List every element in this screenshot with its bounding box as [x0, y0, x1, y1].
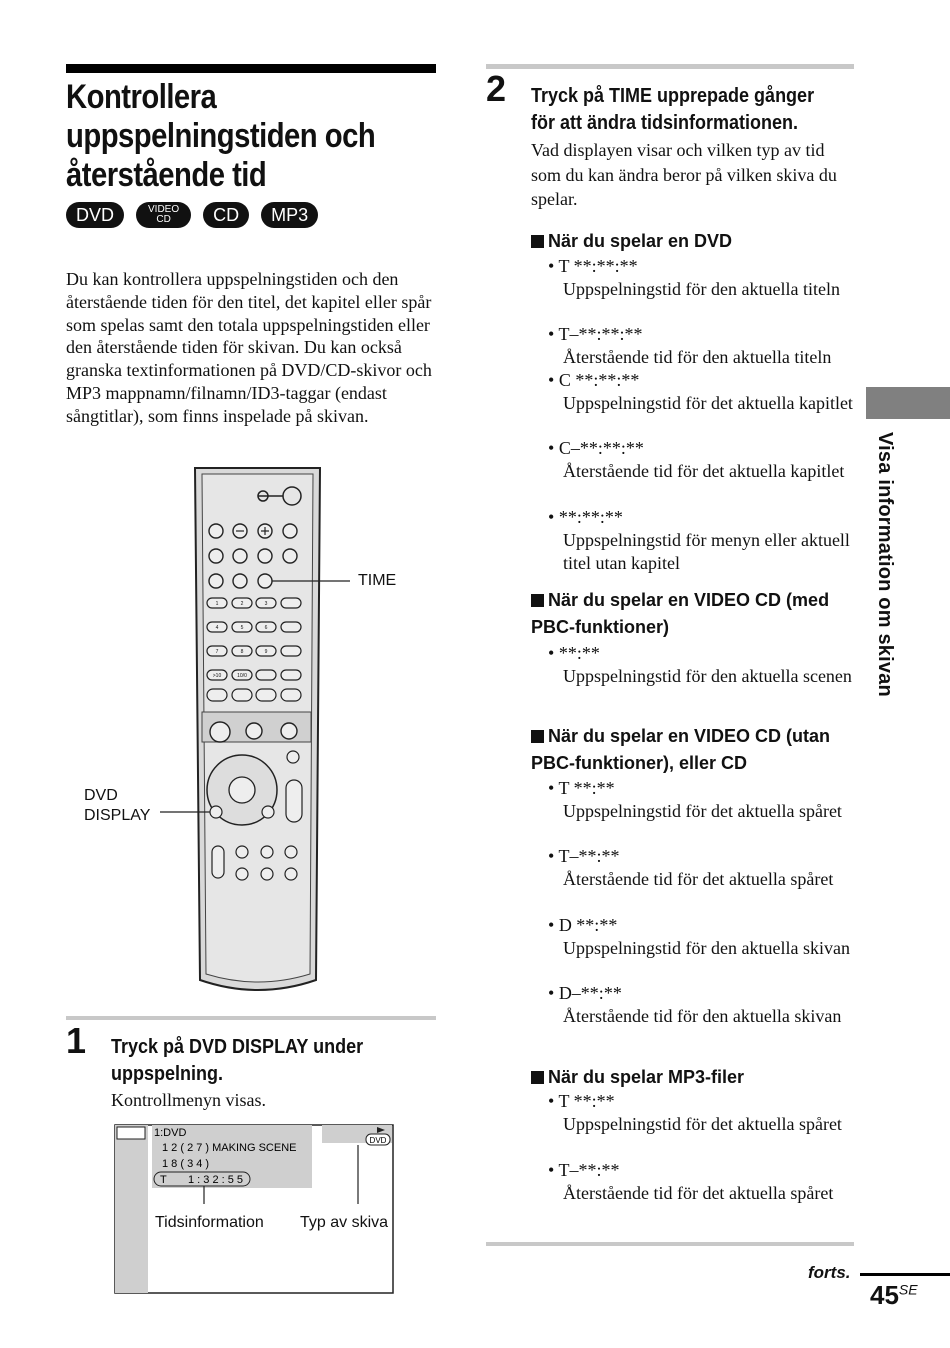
control-menu-illustration [114, 1124, 394, 1294]
step-2-rule [486, 64, 854, 69]
continued-label: forts. [808, 1263, 851, 1282]
remote-label-dvd-display-line-2: DISPLAY [84, 807, 151, 824]
list-item [548, 369, 858, 415]
time-code: • C–**:**:** [548, 437, 858, 460]
badge-dvd: DVD [66, 202, 124, 228]
screen-line-2: 1 2 ( 2 7 ) MAKING SCENE [162, 1142, 297, 1154]
time-description: Återstående tid för det aktuella spåret [563, 1183, 834, 1203]
title-line-2: uppspelningstiden och [66, 117, 376, 155]
step-1-body: Kontrollmenyn visas. [111, 1090, 266, 1110]
list-item [548, 323, 858, 369]
time-description: Återstående tid för det aktuella kapitlet [563, 461, 845, 481]
time-description: Återstående tid för den aktuella titeln [563, 347, 832, 367]
section-heading-vcd-cd [531, 723, 861, 777]
list-item [548, 777, 858, 823]
list-item [548, 1090, 858, 1136]
time-code: • D **:** [548, 914, 858, 937]
page-title [66, 78, 436, 195]
step-1-heading: Tryck på DVD DISPLAY under uppspelning. [111, 1036, 364, 1085]
page-number [870, 1280, 918, 1311]
list-item [548, 437, 858, 483]
section-heading-mp3-text: När du spelar MP3-filer [548, 1067, 745, 1087]
label-disc-type: Typ av skiva [300, 1214, 389, 1231]
section-heading-dvd [531, 228, 861, 255]
list-item [548, 506, 858, 575]
time-code: • T **:** [548, 1090, 858, 1113]
intro-paragraph: Du kan kontrollera uppspelningstiden och den återstående tiden för den titel, det kapitel eller spår som spelas samt den totala uppspelningstiden eller den återstående tiden för skivan. Du kan också granska textinformationen på DVD/CD-skivor och MP3 mappnamn/filnamn/ID3-taggar (endast sångtitlar), som finns inspelade på skivan. [66, 269, 432, 426]
badge-mp3: MP3 [261, 202, 318, 228]
screen-line-1: 1:DVD [154, 1127, 187, 1139]
time-description: Uppspelningstid för det aktuella spåret [563, 801, 842, 821]
svg-text:8: 8 [240, 649, 244, 655]
list-item [548, 845, 858, 891]
title-line-1: Kontrollera [66, 78, 217, 116]
screen-disc-type: DVD [369, 1136, 387, 1145]
time-code: • T–**:** [548, 1159, 858, 1182]
list-item [548, 1159, 858, 1205]
title-rule [66, 64, 436, 73]
svg-text:4: 4 [215, 625, 219, 631]
section-heading-vcd-pbc-text: När du spelar en VIDEO CD (med PBC-funktioner) [531, 590, 830, 637]
footer-rule [860, 1273, 950, 1276]
square-bullet-icon [531, 1071, 544, 1084]
badge-video-cd [136, 202, 191, 228]
remote-label-dvd-display [84, 786, 150, 826]
remote-label-time: TIME [358, 572, 397, 589]
remote-control-illustration [150, 460, 440, 1020]
list-item [548, 914, 858, 960]
label-time-info: Tidsinformation [155, 1214, 264, 1231]
time-description: Uppspelningstid för den aktuella skivan [563, 938, 850, 958]
time-description: Återstående tid för den aktuella skivan [563, 1006, 842, 1026]
time-code: • T–**:**:** [548, 323, 858, 346]
svg-text:3: 3 [264, 601, 268, 607]
time-code: • **:**:** [548, 506, 858, 529]
time-description: Återstående tid för det aktuella spåret [563, 869, 834, 889]
remote-label-dvd-display-line-1: DVD [84, 787, 118, 804]
time-description: Uppspelningstid för det aktuella kapitlet [563, 393, 853, 413]
step-1-rule [66, 1016, 436, 1020]
time-code: • D–**:** [548, 982, 858, 1005]
chapter-tab [866, 387, 950, 419]
chapter-side-label: Visa information om skivan [874, 432, 896, 697]
step-2-heading: Tryck på TIME upprepade gånger för att ändra tidsinformationen. [531, 85, 815, 134]
list-item [548, 982, 858, 1028]
svg-text:9: 9 [264, 649, 268, 655]
svg-text:>10: >10 [212, 673, 222, 679]
time-description: Uppspelningstid för det aktuella spåret [563, 1114, 842, 1134]
time-description: Uppspelningstid för den aktuella titeln [563, 279, 840, 299]
time-code: • T **:** [548, 777, 858, 800]
time-code: • T–**:** [548, 845, 858, 868]
badge-cd: CD [203, 202, 249, 228]
section-heading-dvd-text: När du spelar en DVD [548, 231, 733, 251]
section-heading-vcd-pbc [531, 587, 861, 641]
time-description: Uppspelningstid för den aktuella scenen [563, 666, 852, 686]
svg-text:2: 2 [240, 601, 244, 607]
column-end-rule [486, 1242, 854, 1246]
time-code: • C **:**:** [548, 369, 858, 392]
page-number-suffix: SE [898, 1281, 918, 1298]
step-2-body: Vad displayen visar och vilken typ av tid som du kan ändra beror på vilken skiva du spelar. [531, 140, 837, 209]
step-1-number: 1 [66, 1020, 87, 1061]
section-heading-vcd-cd-text: När du spelar en VIDEO CD (utan PBC-funktioner), eller CD [531, 726, 831, 773]
svg-text:1: 1 [215, 601, 219, 607]
time-description: Uppspelningstid för menyn eller aktuell titel utan kapitel [563, 530, 850, 573]
svg-text:10/0: 10/0 [237, 673, 247, 679]
time-code: • **:** [548, 642, 858, 665]
svg-text:7: 7 [215, 649, 219, 655]
badge-video-cd-line-1: VIDEO [148, 204, 180, 215]
svg-text:5: 5 [240, 625, 244, 631]
list-item [548, 255, 858, 301]
badge-video-cd-line-2: CD [156, 214, 171, 225]
page-number-value: 45 [870, 1280, 899, 1310]
section-heading-mp3 [531, 1064, 861, 1091]
screen-time-value: 1 : 3 2 : 5 5 [188, 1174, 244, 1186]
disc-type-badges [66, 202, 318, 230]
time-code: • T **:**:** [548, 255, 858, 278]
title-line-3: återstående tid [66, 156, 267, 194]
svg-text:6: 6 [264, 625, 268, 631]
square-bullet-icon [531, 235, 544, 248]
step-2-number: 2 [486, 68, 507, 109]
list-item [548, 642, 858, 688]
screen-line-3: 1 8 ( 3 4 ) [162, 1158, 210, 1170]
screen-time-t: T [160, 1174, 167, 1186]
square-bullet-icon [531, 730, 544, 743]
square-bullet-icon [531, 594, 544, 607]
